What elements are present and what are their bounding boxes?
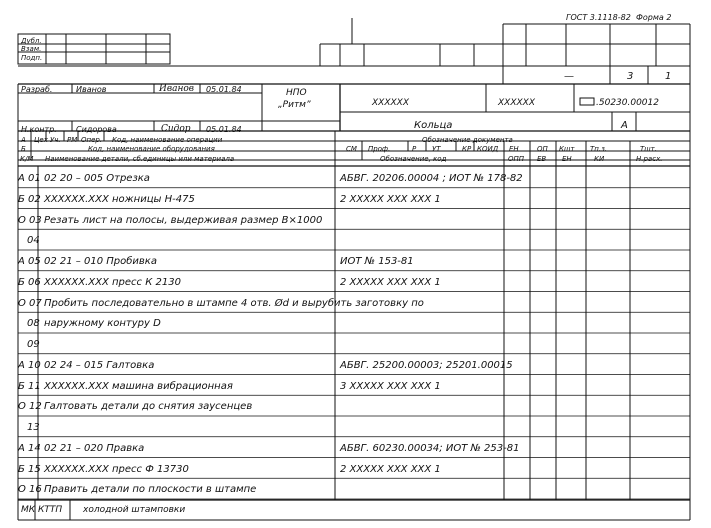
row-doc: ИОТ № 153-81	[340, 256, 414, 267]
col-b-koid: КОИД	[477, 145, 499, 153]
row-tag: А 14	[18, 442, 41, 454]
control-name: Сидорова	[76, 125, 117, 134]
row-tag: О 16	[18, 484, 42, 496]
col-a-uch: Уч.	[50, 136, 61, 144]
row-text: Галтовать детали до снятия заусенцев	[44, 401, 253, 413]
side-label-podp: Подп.	[21, 54, 43, 62]
developed-label: Разраб.	[21, 85, 53, 94]
col-a-ceh: Цех	[34, 136, 48, 144]
sheet-number: 3	[627, 71, 634, 82]
col-a-tag: А	[21, 136, 26, 144]
row-text: XXXXXX.XXX машина вибрационная	[44, 380, 233, 392]
col-b-tag: Б	[21, 145, 26, 153]
row-text: XXXXXX.XXX пресс Ф 13730	[44, 463, 189, 475]
col-b-tpz: Тп.з.	[590, 145, 608, 153]
row-text: наружному контуру D	[44, 318, 161, 330]
row-tag: 04	[27, 235, 40, 247]
row-doc: АБВГ. 60230.00034; ИОТ № 253-81	[340, 442, 520, 454]
row-text: XXXXXX.XXX пресс К 2130	[44, 276, 181, 288]
header-dash: —	[564, 71, 574, 82]
side-label-dubl: Дубл.	[21, 37, 42, 45]
org-line-1: НПО	[286, 88, 307, 98]
row-text: Править детали по плоскости в штампе	[44, 484, 257, 496]
sheets-total: 1	[665, 71, 672, 82]
row-tag: Б 11	[18, 380, 41, 392]
row-text: XXXXXX.XXX ножницы Н-475	[44, 193, 195, 205]
row-text: Пробить последовательно в штампе 4 отв. Ød и вырубить заготовку по	[44, 297, 424, 309]
row-doc: 2 XXXXX XXX XXX 1	[340, 193, 441, 205]
col-a-docs: Обозначение документа	[422, 136, 513, 144]
part-name: Кольца	[414, 120, 453, 131]
col-b-op: ОП	[537, 145, 548, 153]
footer-title: холодной штамповки	[83, 505, 186, 515]
col-km-desc: Наименование детали, сб.единицы или материала	[45, 155, 235, 163]
row-text: Резать лист на полосы, выдерживая размер В×1000	[44, 214, 323, 226]
row-text: 02 20 – 005 Отрезка	[44, 173, 150, 184]
col-b-r: Р	[412, 145, 417, 153]
row-tag: Б 15	[18, 463, 41, 475]
form-label: Форма 2	[636, 13, 672, 22]
org-line-2: „Ритм”	[278, 100, 311, 110]
control-date: 05.01.84	[206, 125, 242, 134]
row-tag: А 10	[18, 359, 41, 371]
row-doc: 2 XXXXX XXX XXX 1	[340, 463, 441, 475]
row-doc: АБВГ. 25200.00003; 25201.00015	[340, 359, 513, 371]
col-a-desc: Код, наименование операции	[112, 136, 223, 144]
col-b-en: ЕН	[509, 145, 519, 153]
col-a-rm: РМ	[67, 136, 78, 144]
control-signature: Сидор	[161, 124, 191, 134]
col-km-nrash: Н.расх.	[636, 155, 663, 163]
developed-date: 05.01.84	[206, 85, 242, 94]
col-km-code: Обозначение, код	[380, 155, 447, 163]
col-b-ut: УТ	[432, 145, 441, 153]
col-km-en: ЕН	[562, 155, 572, 163]
col-km-ki: КИ	[594, 155, 605, 163]
col-b-kr: КР	[462, 145, 472, 153]
row-tag: О 12	[18, 401, 42, 413]
col-km-ev: ЕВ	[537, 155, 547, 163]
row-doc: АБВГ. 20206.00004 ; ИОТ № 178-82	[340, 173, 523, 184]
footer-kttp: КТТП	[38, 505, 63, 515]
col-a-oper: Опер.	[81, 136, 103, 144]
row-tag: Б 06	[18, 276, 41, 288]
side-label-vzam: Взам.	[21, 45, 42, 53]
developed-name: Иванов	[76, 85, 107, 94]
col-b-prof: Проф.	[368, 145, 391, 153]
doc-code-2: XXXXXX	[498, 98, 535, 108]
control-label: Н.контр.	[21, 125, 57, 134]
col-b-desc: Код, наименование оборудования	[88, 145, 215, 153]
gost-label: ГОСТ 3.1118-82	[566, 13, 631, 22]
row-tag: О 07	[18, 297, 42, 309]
row-text: 02 21 – 020 Правка	[44, 442, 145, 454]
row-tag: 08	[27, 318, 40, 330]
row-text: 02 24 – 015 Галтовка	[44, 359, 155, 371]
developed-signature: Иванов	[159, 84, 195, 94]
col-km-opp: ОПП	[508, 155, 525, 163]
row-text: 02 21 – 010 Пробивка	[44, 256, 157, 267]
row-doc: 3 XXXXX XXX XXX 1	[340, 380, 441, 392]
row-doc: 2 XXXXX XXX XXX 1	[340, 276, 441, 288]
doc-letter: А	[621, 120, 628, 131]
row-tag: А 01	[18, 173, 41, 184]
footer-mk: МК	[21, 505, 36, 515]
doc-code-1: XXXXXX	[372, 98, 409, 108]
col-b-tsht: Тшт.	[640, 145, 657, 153]
doc-number: .50230.00012	[596, 98, 659, 108]
col-b-kst: Кшт	[559, 145, 575, 153]
col-b-sm: СМ	[346, 145, 357, 153]
col-km-tag: К/М	[20, 155, 34, 163]
row-tag: 09	[27, 339, 40, 350]
row-tag: 13	[27, 422, 40, 433]
row-tag: Б 02	[18, 193, 41, 205]
row-tag: А 05	[18, 256, 41, 267]
row-tag: О 03	[18, 214, 42, 226]
